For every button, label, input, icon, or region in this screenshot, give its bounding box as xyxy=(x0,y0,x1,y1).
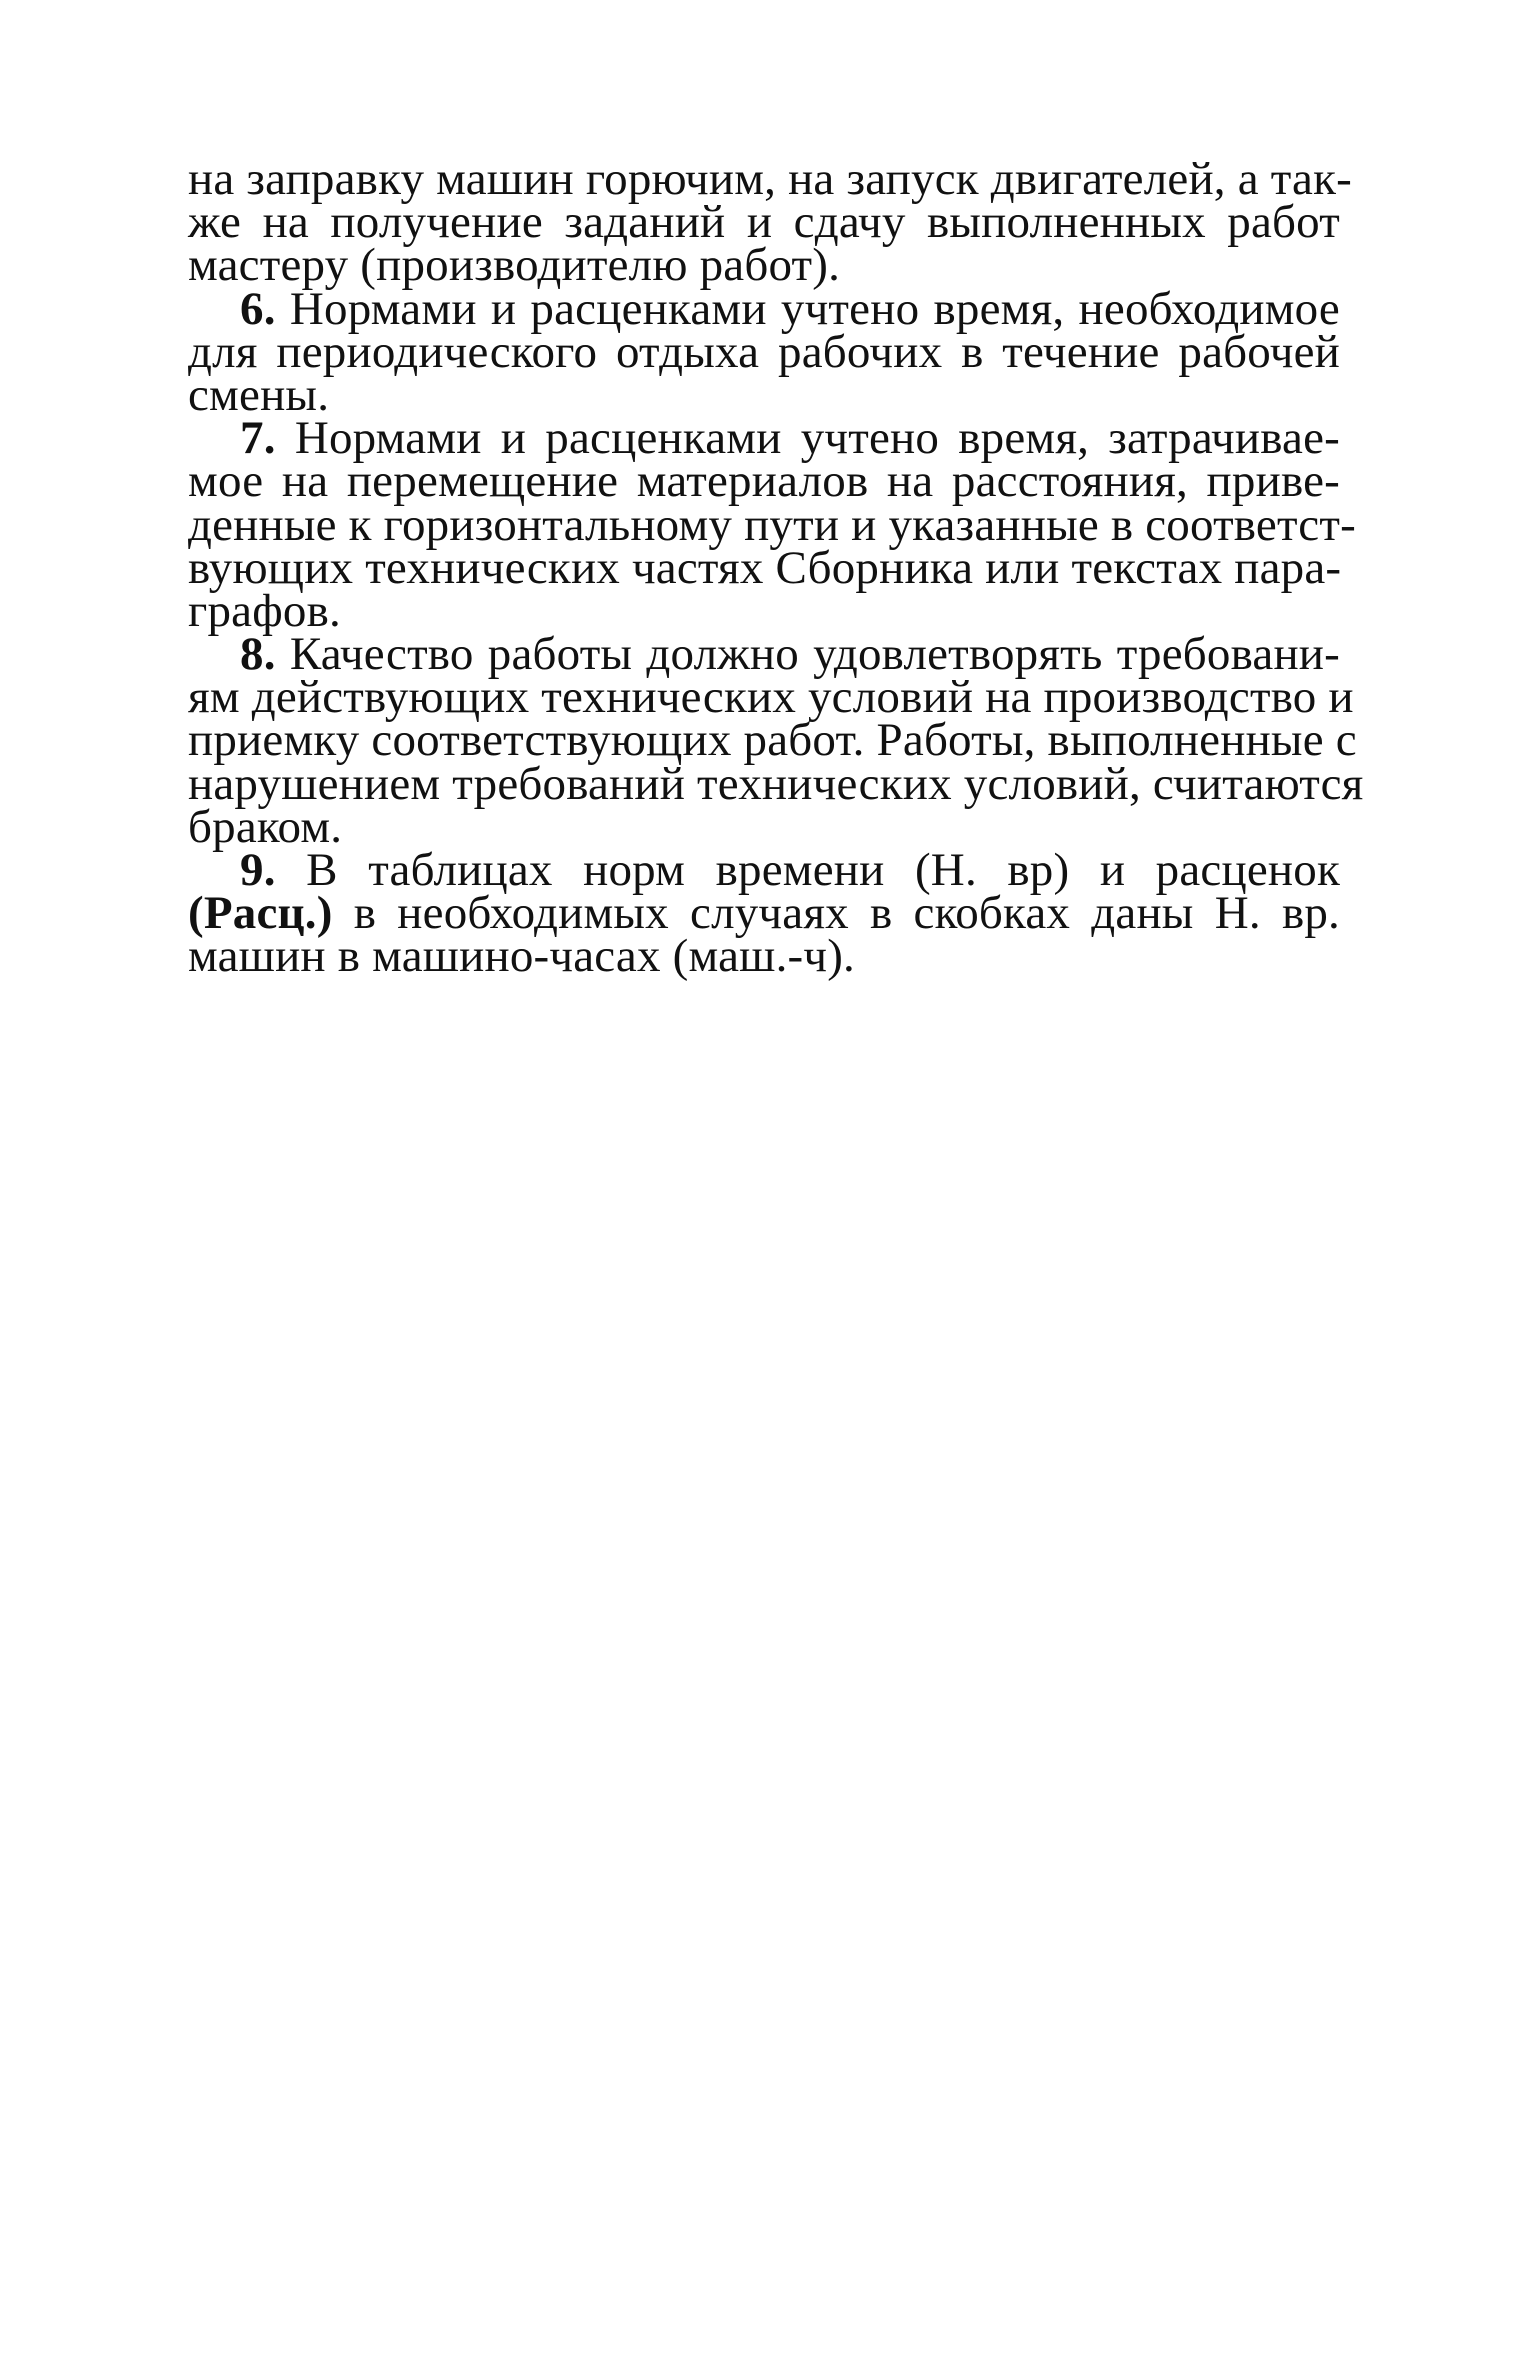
text-line-11: графов. xyxy=(188,584,341,637)
text-line-16: браком. xyxy=(188,800,343,853)
text-line-5: для периодического отдыха рабочих в течение рабочей xyxy=(188,325,1340,378)
paragraph-number: 7. xyxy=(240,412,276,465)
text-line-1: на заправку машин горючим, на запуск двигателей, а так- xyxy=(188,153,1352,205)
paragraph-number: 9. xyxy=(240,844,276,896)
text-line-17: В таблицах норм времени (Н. вр) и расценок xyxy=(306,844,1340,896)
text-line-10: вующих технических частях Сборника или текстах пара- xyxy=(188,541,1342,594)
bold-term-rasc: (Расц.) xyxy=(188,887,333,940)
paragraph-7-first-line xyxy=(188,412,1340,465)
paragraph-9-first-line xyxy=(188,844,1340,896)
text-line-13: ям действующих технических условий на производство и xyxy=(188,671,1354,724)
text-line-9: денные к горизонтальному пути и указанные в соответст- xyxy=(188,498,1356,551)
text-line-14: приемку соответствующих работ. Работы, выполненные с xyxy=(188,714,1357,767)
text-line-6: смены. xyxy=(188,368,330,421)
text-line-15: нарушением требований технических условий, считаются xyxy=(188,757,1364,810)
paragraph-number: 8. xyxy=(240,628,276,681)
text-line-8: мое на перемещение материалов на расстояния, приве- xyxy=(188,455,1340,508)
text-line-2: же на получение заданий и сдачу выполненных работ xyxy=(188,196,1340,249)
paragraph-6-first-line xyxy=(188,282,1340,335)
text-line-3: мастеру (производителю работ). xyxy=(188,239,841,292)
paragraph-number: 6. xyxy=(240,282,276,335)
text-line-19: машин в машино-часах (маш.-ч). xyxy=(188,930,856,983)
text-line-18-wrapper xyxy=(188,887,1340,940)
text-line-7: Нормами и расценками учтено время, затрачивае- xyxy=(294,412,1340,465)
text-line-4: Нормами и расценками учтено время, необходимое xyxy=(289,282,1340,335)
text-line-12: Качество работы должно удовлетворять требовани- xyxy=(289,628,1341,681)
document-page xyxy=(188,153,1364,983)
text-line-18: в необходимых случаях в скобках даны Н. вр. xyxy=(332,887,1340,940)
paragraph-8-first-line xyxy=(188,628,1341,681)
